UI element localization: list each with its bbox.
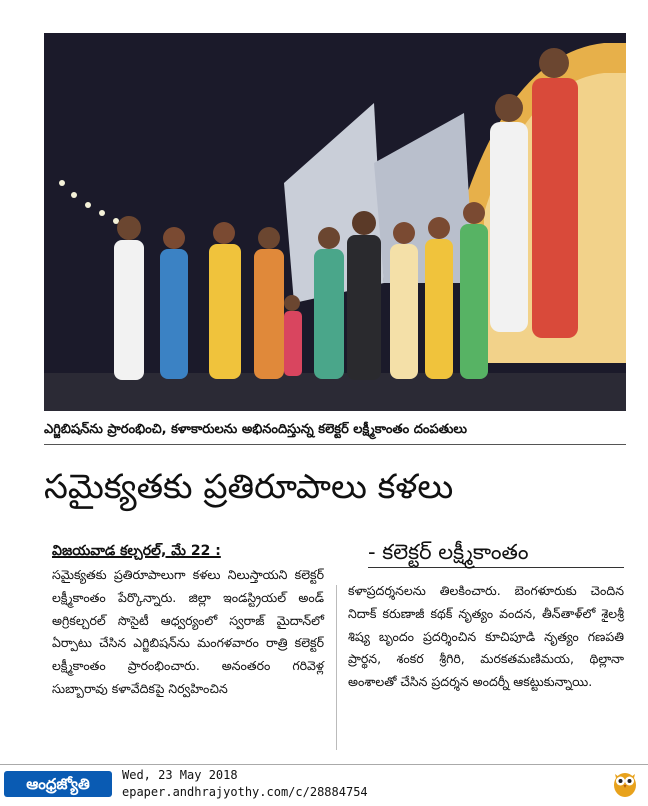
headline: సమైక్యతకు ప్రతిరూపాలు కళలు	[44, 467, 454, 507]
article-column-right: కళాప్రదర్శనలను తిలకించారు. బెంగళూరుకు చెందిన నిదాక్ కరుణాజీ కథక్ నృత్యం వందన, తీన్‌తాళ్‌లో శైలశ్రీ శిష్య బృందం ప్రదర్శించిన కూచిపూడి నృత్యం గణపతి ప్రార్థన, శంకర శ్రీగిరి, మరకతమణిమయ, థిల్లానా అంశాలతో చేసిన ప్రదర్శన అందర్నీ ఆకట్టుకున్నాయి.	[348, 583, 624, 690]
owl-icon	[610, 768, 640, 802]
footer-date: Wed, 23 May 2018	[122, 768, 238, 782]
column-divider	[336, 585, 337, 750]
footer-url[interactable]: epaper.andhrajyothy.com/c/28884754	[122, 785, 368, 799]
brand-logo[interactable]: ఆంధ్రజ్యోతి	[4, 771, 112, 797]
article-column-left: సమైక్యతకు ప్రతిరూపాలుగా కళలు నిలుస్తాయని కలెక్టర్ లక్ష్మీకాంతం పేర్కొన్నారు. జిల్లా ఇండస్ట్రియల్ అండ్ అగ్రికల్చరల్ సొసైటీ ఆధ్వర్యంలో స్వరాజ్ మైదాన్‌లో ఏర్పాటు చేసిన ఎగ్జిబిషన్‌ను మంగళవారం రాత్రి కలెక్టర్ లక్ష్మీకాంతం ప్రారంభించారు. అనంతరం గరివెళ్ల సుబ్బారావు కళావేదికపై నిర్వహించిన	[52, 567, 324, 696]
photo-caption: ఎగ్జిబిషన్‌ను ప్రారంభించి, కళాకారులను అభినందిస్తున్న కలెక్టర్ లక్ష్మీకాంతం దంపతులు	[44, 416, 626, 445]
dateline: విజయవాడ కల్చరల్, మే 22 :	[52, 543, 221, 559]
article-photo	[44, 33, 626, 411]
subheadline: - కలెక్టర్ లక్ష్మీకాంతం	[368, 537, 624, 568]
